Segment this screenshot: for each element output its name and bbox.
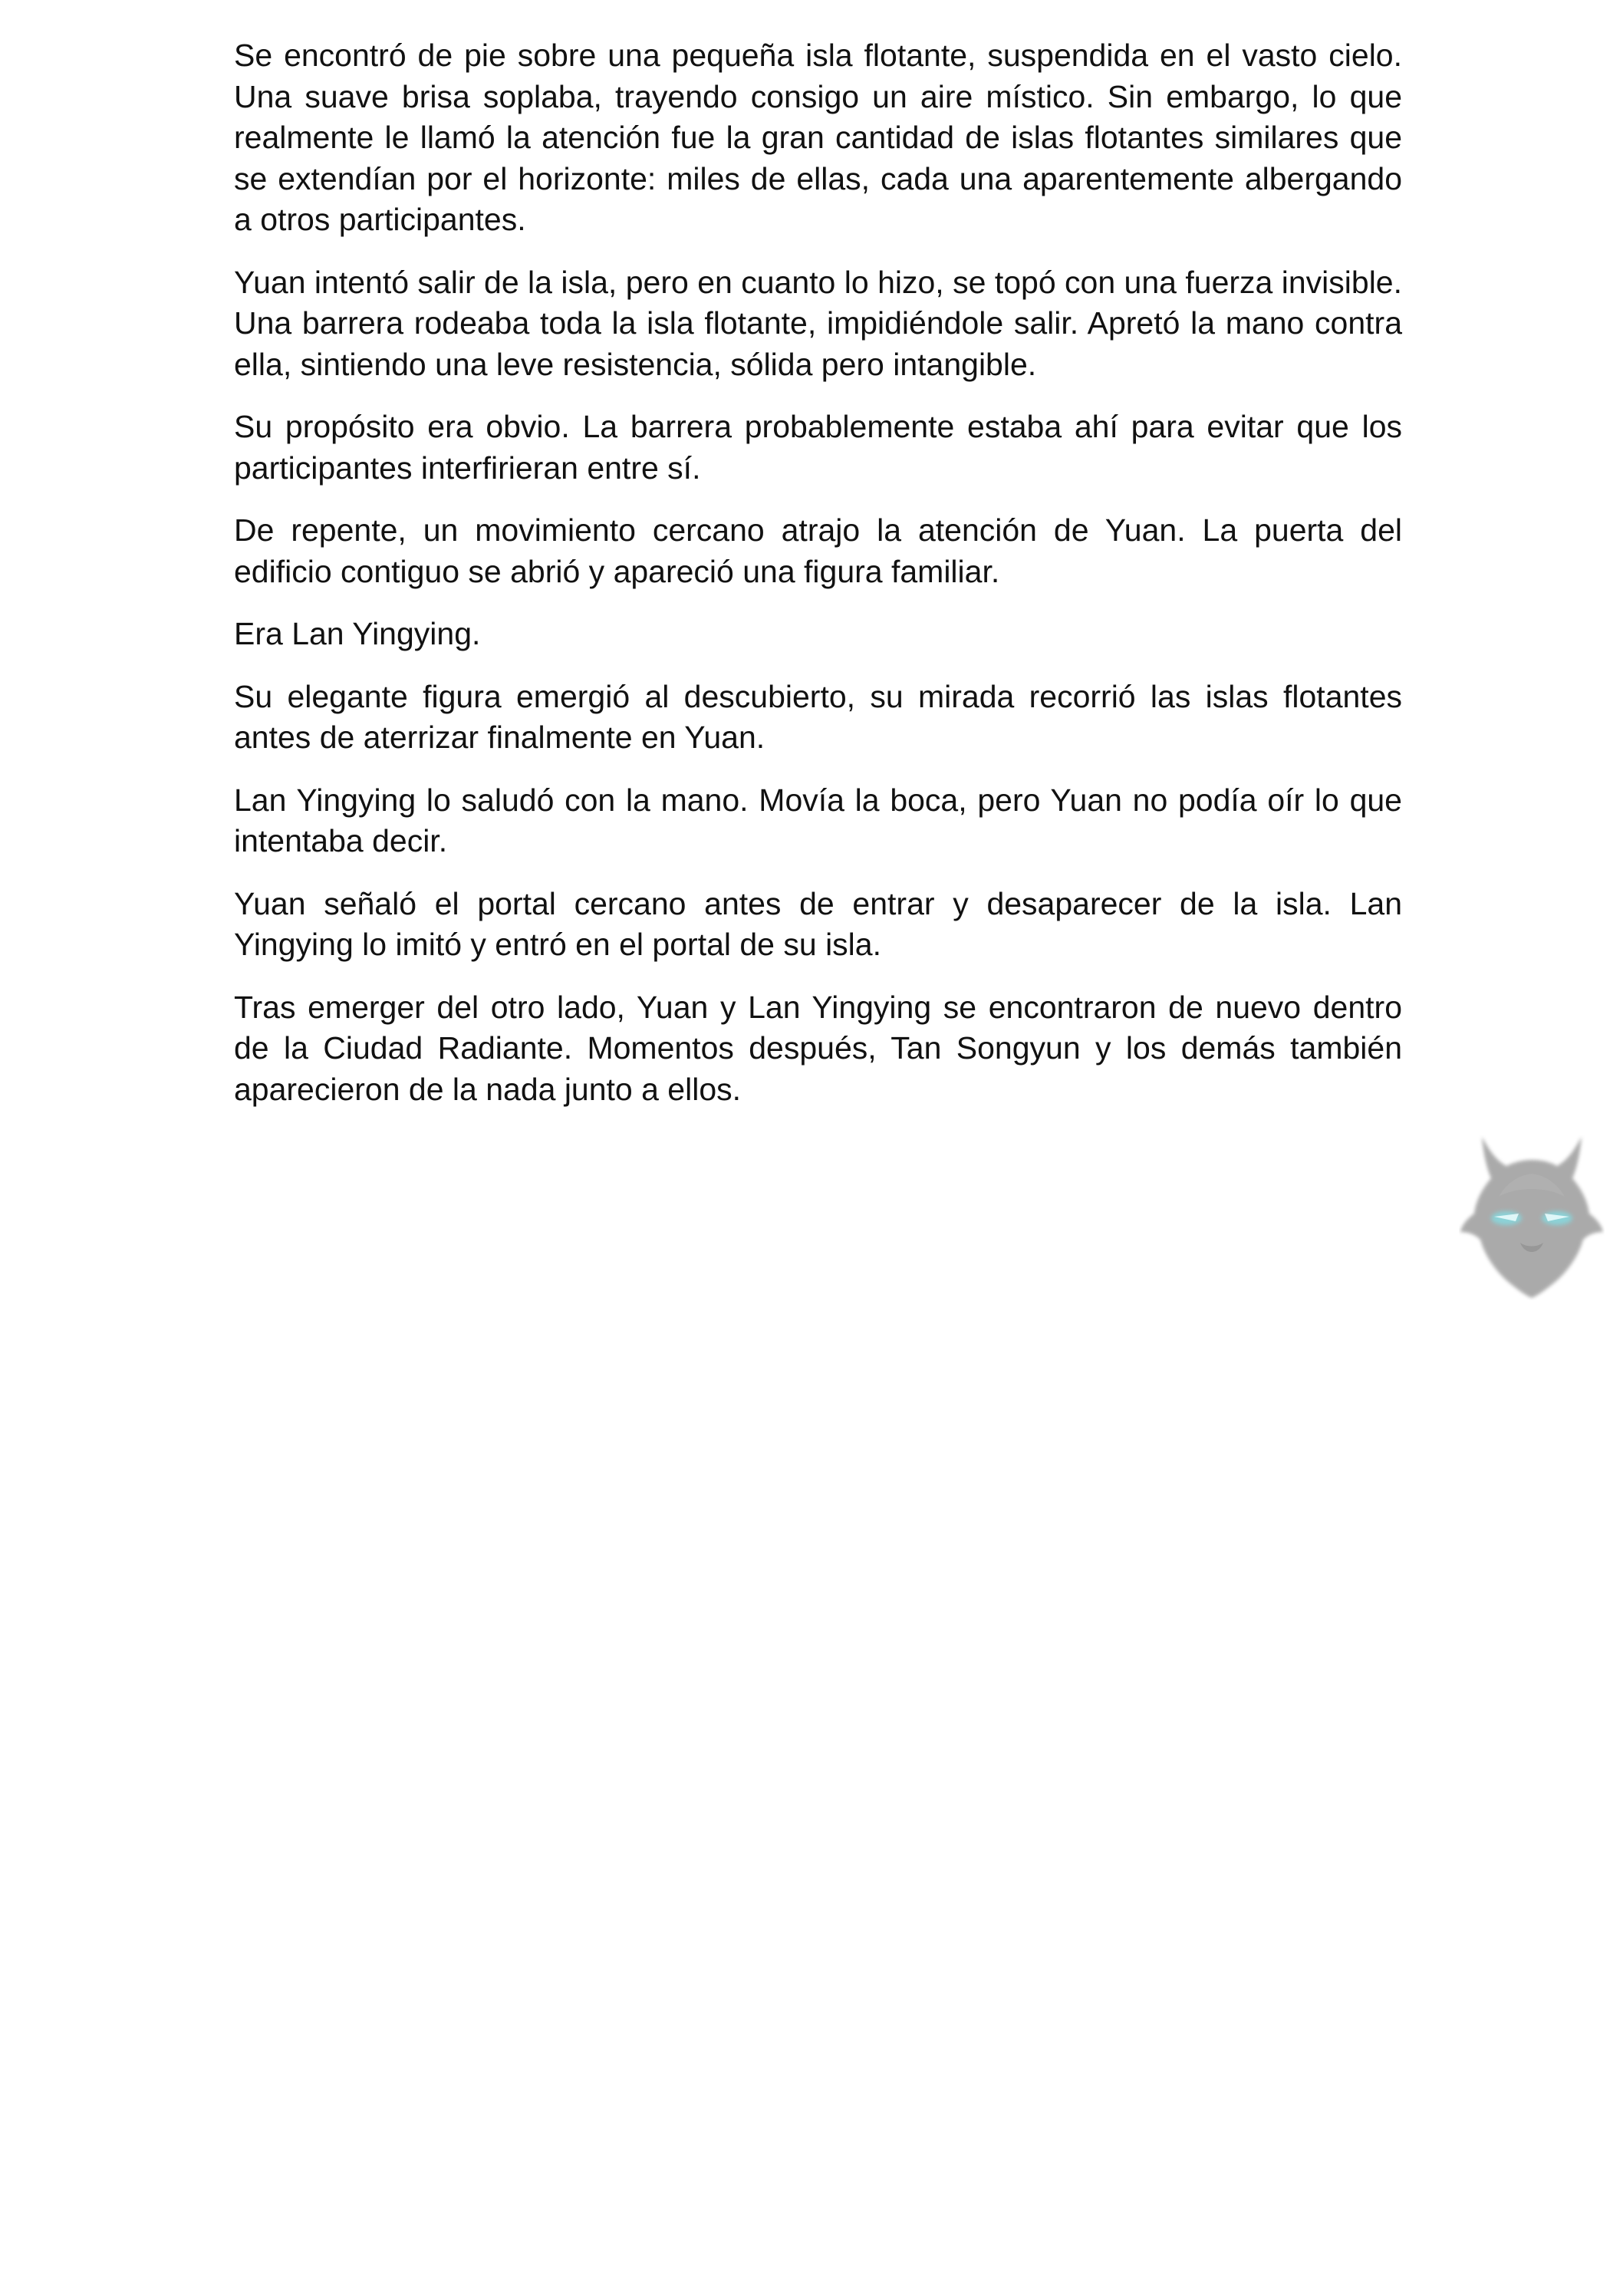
paragraph: Se encontró de pie sobre una pequeña isla flotante, suspendida en el vasto cielo. Una suave brisa soplaba, trayendo consigo un aire místico. Sin embargo, lo que realmente le llamó la atención fue la gran cantidad de islas flotantes similares que se extendían por el horizonte: miles de ellas, cada una aparentemente albergando a otros participantes. <box>234 38 1402 237</box>
body-text <box>234 35 1402 1132</box>
paragraph: De repente, un movimiento cercano atrajo la atención de Yuan. La puerta del edificio contiguo se abrió y apareció una figura familiar. <box>234 512 1402 589</box>
paragraph: Lan Yingying lo saludó con la mano. Movía la boca, pero Yuan no podía oír lo que intentaba decir. <box>234 782 1402 858</box>
paragraph: Su propósito era obvio. La barrera probablemente estaba ahí para evitar que los participantes interfirieran entre sí. <box>234 409 1402 486</box>
paragraph: Yuan intentó salir de la isla, pero en cuanto lo hizo, se topó con una fuerza invisible. Una barrera rodeaba toda la isla flotante, impidiéndole salir. Apretó la mano contra ella, sintiendo una leve resistencia, sólida pero intangible. <box>234 264 1402 382</box>
paragraph: Era Lan Yingying. <box>234 616 481 651</box>
paragraph: Tras emerger del otro lado, Yuan y Lan Yingying se encontraron de nuevo dentro de la Ciudad Radiante. Momentos después, Tan Songyun y los demás también aparecieron de la nada junto a ellos. <box>234 989 1402 1107</box>
demon-head-icon <box>1459 1128 1605 1300</box>
paragraph: Yuan señaló el portal cercano antes de entrar y desaparecer de la isla. Lan Yingying lo imitó y entró en el portal de su isla. <box>234 885 1402 962</box>
paragraph: Su elegante figura emergió al descubierto, su mirada recorrió las islas flotantes antes de aterrizar finalmente en Yuan. <box>234 678 1402 755</box>
